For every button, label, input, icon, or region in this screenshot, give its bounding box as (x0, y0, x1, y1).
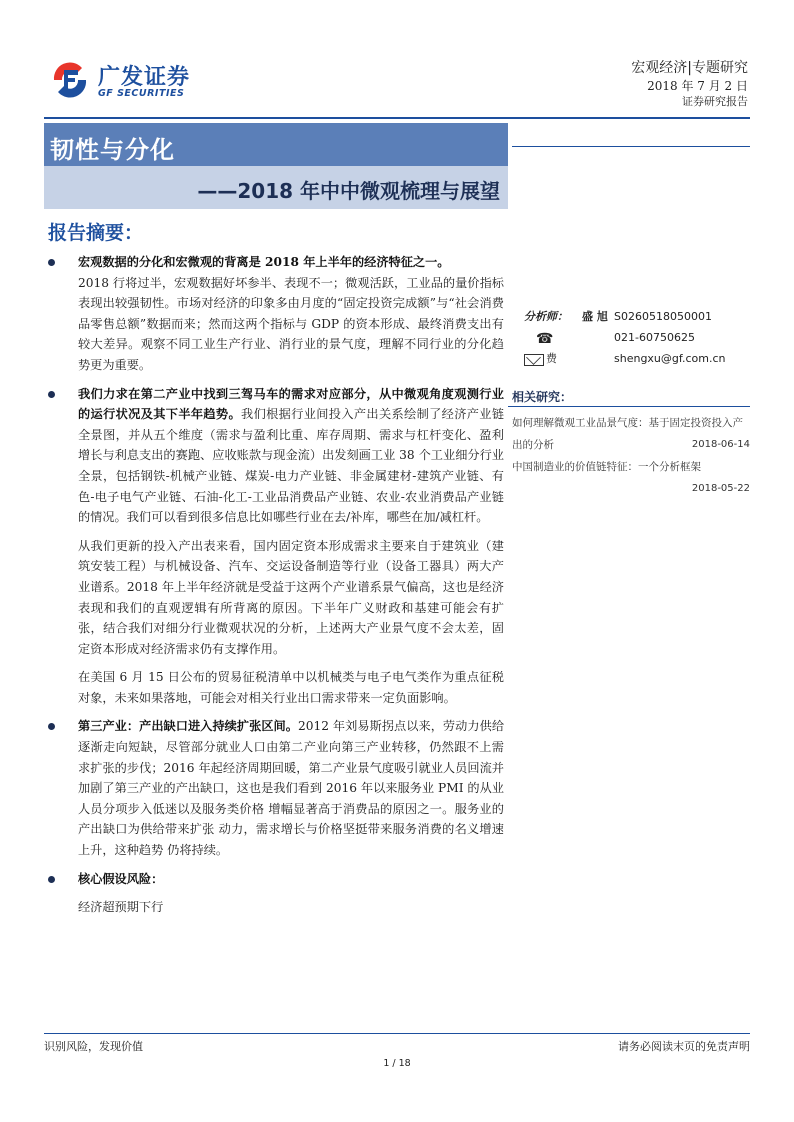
bullet-icon (48, 876, 55, 883)
summary-body (48, 252, 504, 918)
analyst-label: 分析师： (524, 310, 568, 323)
gf-logo (48, 58, 208, 104)
bullet-icon (48, 259, 55, 266)
summary-heading: 报告摘要： (48, 222, 144, 244)
section-2-body: 我们根据行业间投入产出关系绘制了经济产业链全景图，并从五个维度（需求与盈利比重、库存周期、需求与杠杆变化、盈利增长与利息支出的赛跑、应收账款与现金流）出发刻画工业 38 个工业细分行业全景，包括钢铁-机械产业链、煤炭-电力产业链、非金属建材-建筑产业链、有色-电子电气产业链、石油-化工-工业品消费品产业链、农业-农业消费品产业链的情况。我们可以看到很多信息比如哪些行业在去/补库，哪些在加/减杠杆。 (78, 407, 505, 525)
related-item-title: 如何理解微观工业品景气度：基于固定投资投入产出的分析 (512, 417, 743, 451)
report-type: 证券研究报告 (682, 95, 748, 108)
section-3 (48, 716, 504, 860)
bullet-icon (48, 391, 55, 398)
analyst-email-row (520, 348, 756, 369)
related-item-title: 中国制造业的价值链特征：一个分析框架 (512, 461, 701, 473)
related-divider (508, 406, 750, 407)
page-number: 1 / 18 (383, 1058, 411, 1069)
related-item-date: 2018-05-22 (691, 483, 750, 494)
side-divider (512, 146, 750, 147)
footer-slogan: 识别风险，发现价值 (44, 1040, 143, 1053)
analyst-name-row (520, 306, 756, 327)
section-4-lead: 核心假设风险： (78, 871, 164, 886)
mail-label: 费 (546, 352, 557, 365)
section-3-lead: 第三产业：产出缺口进入持续扩张区间。 (78, 719, 298, 734)
analyst-phone-row (520, 327, 756, 348)
section-1-body: 2018 行将过半，宏观数据好坏参半、表现不一；微观活跃，工业品的量价指标表现出较强韧性。市场对经济的印象多由月度的“固定投资完成额”与“社会消费品零售总额”数据而来；然而这两个指标与 GDP 的资本形成、最终消费支出有较大差异。观察不同工业生产行业、消行业的景气度，理解不同行业的分化趋势更为重要。 (78, 275, 504, 372)
mail-icon (524, 354, 544, 366)
report-date: 2018 年 7 月 2 日 (647, 79, 748, 93)
section-2-para-3: 在美国 6 月 15 日公布的贸易征税清单中以机械类与电子电气类作为重点征税对象，未来如果落地，可能会对相关行业出口需求带来一定负面影响。 (78, 670, 504, 705)
section-4-body: 经济超预期下行 (78, 900, 164, 915)
report-title: 韧性与分化 (50, 136, 175, 164)
logo-chinese: 广发证券 (98, 65, 191, 90)
footer-divider (44, 1033, 750, 1034)
section-2-para-2: 从我们更新的投入产出表来看，国内固定资本形成需求主要来自于建筑业（建筑安装工程）与机械设备、汽车、交运设备制造等行业（设备工器具）两大产业谱系。2018 年上半年经济就是受益于这两个产业谱系景气偏高，这也是经济表现和我们的直观逻辑有所背离的原因。下半年广义财政和基建可能会有扩张，结合我们对细分行业微观状况的分析，上述两大产业景气度不会太差，固定资本形成对经济需求仍有支撑作用。 (78, 538, 504, 656)
bullet-icon (48, 723, 55, 730)
analyst-email[interactable]: shengxu@gf.com.cn (614, 352, 726, 365)
title-band (44, 123, 508, 166)
section-1 (48, 252, 504, 273)
report-category: 宏观经济|专题研究 (631, 60, 748, 76)
phone-icon: ☎ (536, 331, 554, 347)
section-1-lead: 宏观数据的分化和宏微观的背离是 2018 年上半年的经济特征之一。 (78, 255, 450, 269)
header-meta (631, 58, 748, 110)
related-heading: 相关研究： (512, 390, 573, 404)
analyst-name: 盛 旭 (582, 310, 608, 323)
related-item[interactable] (512, 456, 750, 500)
related-item[interactable] (512, 412, 750, 456)
section-2-lead: 我们力求在第二产业中找到三驾马车的需求对应部分，从中微观角度观测行业的运行状况及其下半年趋势。 (78, 386, 504, 422)
section-3-body: 2012 年刘易斯拐点以来，劳动力供给逐渐走向短缺，尽管部分就业人口由第二产业向第三产业转移，仍然跟不上需求扩张的步伐；2016 年起经济周期回暖，第二产业景气度吸引就业人员回流并加剧了第三产业的产出缺口，这也是我们看到 2016 年以来服务业 PMI 的从业人员分项步入低迷以及服务类价格 增幅显著高于消费品的原因之一。服务业的产出缺口为供给带来扩张 动力，需求增长与价格坚挺带来服务消费的名义增速上升，这种趋势 仍将持续。 (78, 719, 505, 858)
section-2 (48, 384, 504, 528)
section-4 (48, 869, 504, 890)
subtitle-band (44, 166, 508, 209)
footer-disclaimer: 请务必阅读末页的免责声明 (618, 1040, 750, 1053)
gf-logo-icon (48, 58, 92, 102)
logo-english: GF SECURITIES (98, 88, 185, 99)
analyst-phone: 021-60750625 (614, 331, 695, 344)
related-item-date: 2018-06-14 (691, 439, 750, 450)
report-subtitle: ——2018 年中中微观梳理与展望 (197, 179, 500, 203)
analyst-cert: S0260518050001 (614, 310, 712, 323)
analyst-info (520, 306, 756, 369)
header-divider (44, 117, 750, 119)
